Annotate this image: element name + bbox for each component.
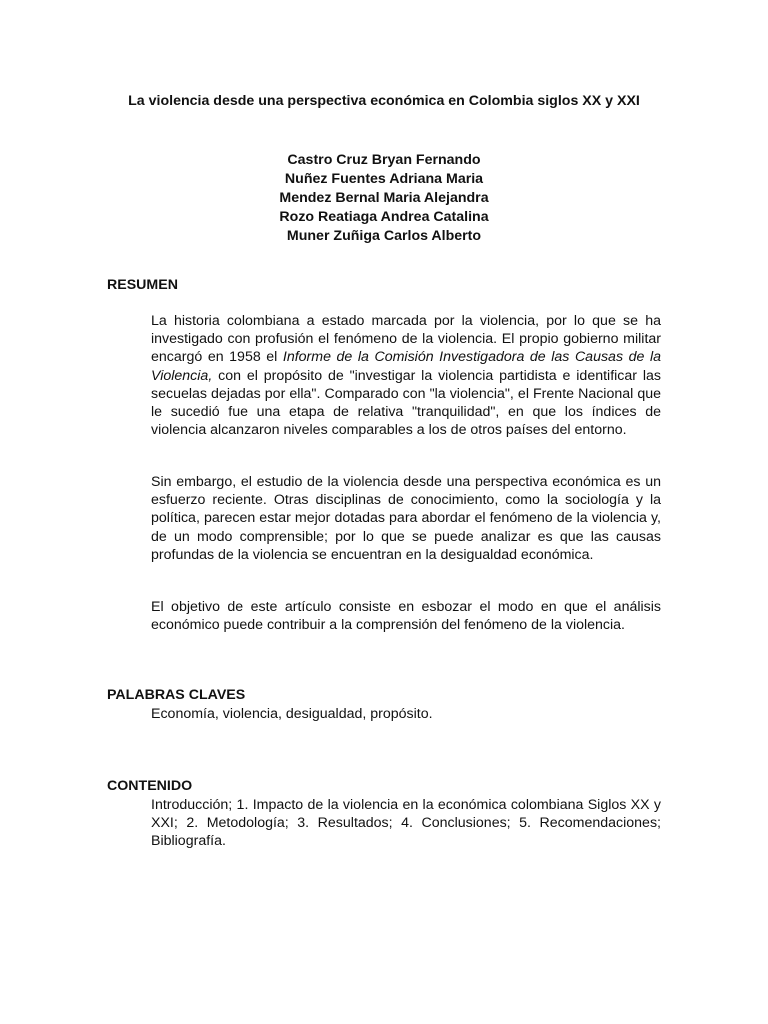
palabras-claves-heading: PALABRAS CLAVES — [107, 687, 246, 703]
author-name: Mendez Bernal Maria Alejandra — [279, 190, 489, 206]
author-name: Castro Cruz Bryan Fernando — [287, 152, 481, 168]
resumen-paragraph-3: El objetivo de este artículo consiste en esbozar el modo en que el análisis económico puede contribuir a la comprensión del fenómeno de la violencia. — [151, 599, 661, 634]
resumen-paragraph-1 — [151, 312, 661, 439]
contenido-text: Introducción; 1. Impacto de la violencia en la económica colombiana Siglos XX y XXI; 2. Metodología; 3. Resultados; 4. Conclusiones; 5. Recomendaciones; Bibliografía. — [151, 797, 661, 850]
author-list — [0, 151, 768, 246]
author-name: Nuñez Fuentes Adriana Maria — [284, 171, 484, 187]
resumen-p1-text-a: La historia colombiana a estado marcada por la violencia, por lo que se ha investigado con profusión el fenómeno de la violencia. El propio gobierno militar encargó en 1958 el — [151, 313, 661, 366]
report-title-italic: Informe de la Comisión Investigadora de las Causas de la Violencia, — [151, 349, 661, 384]
resumen-paragraph-2: Sin embargo, el estudio de la violencia desde una perspectiva económica es un esfuerzo reciente. Otras disciplinas de conocimiento, como la sociología y la política, parecen estar mejor dotadas para abordar el fenómeno de la violencia y, de un modo comprensible; por lo que se puede analizar es que las causas profundas de la violencia se encuentran en la desigualdad económica. — [151, 474, 661, 563]
contenido-heading: CONTENIDO — [107, 778, 193, 794]
document-title: La violencia desde una perspectiva económica en Colombia siglos XX y XXI — [128, 93, 640, 109]
resumen-p1-text-b: con el propósito de "investigar la violencia partidista e identificar las secuelas dejadas por ella". Comparado con "la violencia", el Frente Nacional que le sucedió fue una etapa de relativa "tranquilidad", en que los índices de violencia alcanzaron niveles comparables a los de otros países del entorno. — [151, 367, 661, 439]
resumen-heading: RESUMEN — [107, 277, 178, 293]
author-name: Muner Zuñiga Carlos Alberto — [286, 228, 482, 244]
author-name: Rozo Reatiaga Andrea Catalina — [279, 209, 489, 225]
palabras-claves-text: Economía, violencia, desigualdad, propósito. — [151, 706, 433, 722]
